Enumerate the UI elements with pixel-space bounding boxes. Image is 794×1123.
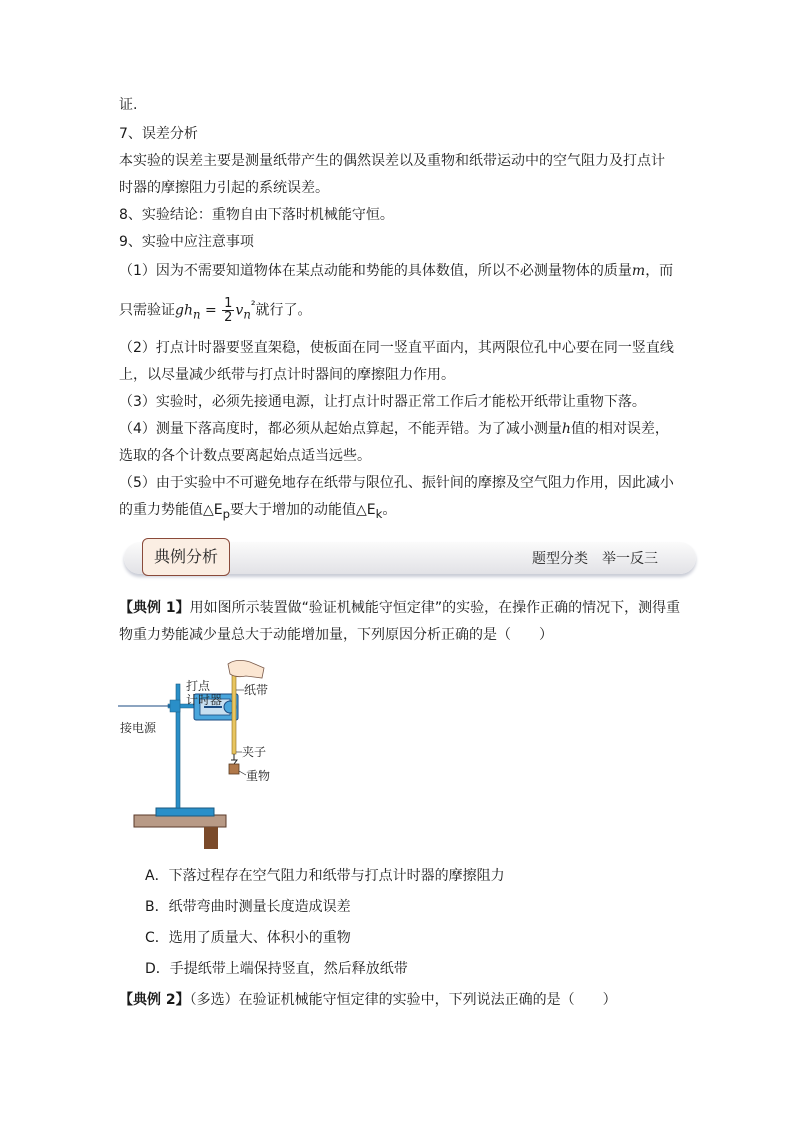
banner-subtitle: 题型分类 举一反三 [532, 551, 658, 567]
text-segment: 要大于增加的动能值 [230, 502, 357, 518]
text-segment: （1）因为不需要知道物体在某点动能和势能的具体数值，所以不必测量物体的质量 [119, 263, 632, 279]
text-line: （2）打点计时器要竖直架稳，使板面在同一竖直平面内，其两限位孔中心要在同一竖直线 [119, 340, 674, 356]
timer-label: 计时器 [186, 693, 223, 707]
clamp-knob [170, 700, 180, 712]
text-line: 时器的摩擦阻力引起的系统误差。 [119, 180, 329, 196]
math-subscript: n [243, 307, 251, 322]
text-line: 证. [119, 97, 138, 113]
text-segment: （4）测量下落高度时，都必须从起始点算起，不能弄错。为了减小测量 [119, 421, 562, 437]
banner-tag: 典例分析 [142, 538, 230, 576]
weight-label: 重物 [246, 769, 271, 783]
fraction-denominator: 2 [224, 310, 233, 326]
math-symbol: h [561, 421, 571, 437]
math-symbol: v [235, 302, 244, 319]
text-segment: 就行了。 [255, 302, 312, 319]
formula-line [119, 290, 312, 329]
option-c[interactable]: C．选用了质量大、体积小的重物 [145, 930, 351, 946]
fraction-numerator: 1 [224, 296, 233, 312]
section-heading: 7、误差分析 [119, 126, 198, 142]
option-d[interactable]: D．手提纸带上端保持竖直，然后释放纸带 [145, 961, 408, 977]
example-text: 用如图所示装置做“验证机械能守恒定律”的实验，在操作正确的情况下，测得重 [189, 600, 681, 616]
math-subscript: k [375, 506, 383, 521]
math-symbol: gh [175, 302, 193, 319]
section-heading: 9、实验中应注意事项 [119, 234, 254, 250]
apparatus-figure [118, 660, 288, 850]
section-heading: 8、实验结论：重物自由下落时机械能守恒。 [119, 207, 394, 223]
clip-icon [231, 754, 237, 764]
example-label: 【典例 1】 [119, 600, 190, 616]
text-line: （5）由于实验中不可避免地存在纸带与限位孔、振针间的摩擦及空气阻力作用，因此减小 [119, 475, 674, 491]
math-operator: = [200, 302, 222, 319]
power-label: 接电源 [120, 721, 157, 735]
example-question [119, 599, 680, 617]
math-subscript: n [192, 307, 201, 322]
fraction [222, 297, 234, 324]
example-label: 【典例 2】 [119, 992, 190, 1008]
math-symbol: △E [356, 502, 376, 518]
math-superscript: ² [250, 298, 256, 312]
math-symbol: m [631, 263, 646, 279]
example-question [119, 991, 617, 1009]
text-segment: 的重力势能值 [119, 502, 203, 518]
text-line: （3）实验时，必须先接通电源，让打点计时器正常工作后才能松开纸带让重物下落。 [119, 394, 646, 410]
text-line: 上，以尽量减少纸带与打点计时器间的摩擦阻力作用。 [119, 367, 455, 383]
tape-label: 纸带 [244, 683, 269, 697]
text-line [119, 420, 669, 438]
option-b[interactable]: B．纸带弯曲时测量长度造成误差 [145, 899, 351, 915]
hand-icon [228, 660, 264, 678]
weight-block [229, 764, 239, 774]
text-segment: 只需验证 [119, 302, 175, 319]
leader-line [239, 771, 246, 775]
section-banner [124, 538, 696, 578]
example-question: 物重力势能减少量总大于动能增加量，下列原因分析正确的是（ ） [119, 627, 553, 643]
text-line: 本实验的误差主要是测量纸带产生的偶然误差以及重物和纸带运动中的空气阻力及打点计 [119, 153, 665, 169]
table-top [134, 815, 226, 827]
math-symbol: △E [203, 502, 223, 518]
math-subscript: p [222, 506, 231, 521]
option-a[interactable]: A．下落过程存在空气阻力和纸带与打点计时器的摩擦阻力 [145, 868, 505, 884]
stand-base [156, 808, 214, 816]
text-segment: 。 [382, 502, 397, 518]
paper-tape [232, 664, 236, 754]
example-text: （多选）在验证机械能守恒定律的实验中，下列说法正确的是（ ） [189, 992, 617, 1008]
timer-label: 打点 [186, 679, 211, 693]
table-leg [204, 827, 218, 849]
text-segment: 值的相对误差， [570, 421, 669, 437]
text-segment: ，而 [645, 263, 674, 279]
text-line: 选取的各个计数点要离起始点适当远些。 [119, 448, 371, 464]
text-line [119, 262, 673, 280]
text-line [119, 501, 396, 523]
clip-label: 夹子 [242, 745, 267, 759]
